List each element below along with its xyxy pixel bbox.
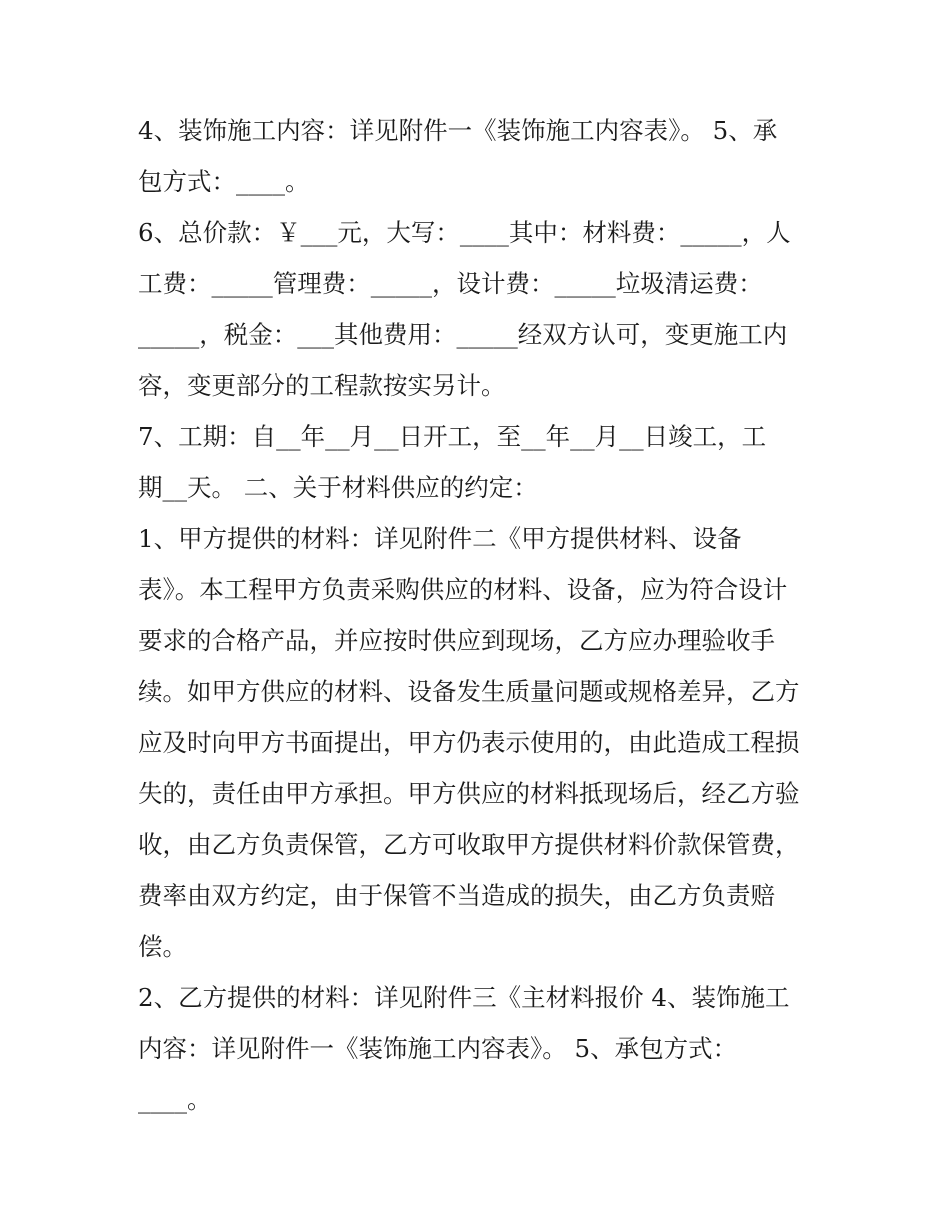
text-line: 失的，责任由甲方承担。甲方供应的材料抵现场后，经乙方验 [138,779,800,808]
text-line: 4、装饰施工内容：详见附件一《装饰施工内容表》。 5、承 [138,116,778,145]
text-line: 7、工期：自__年__月__日开工，至__年__月__日竣工，工 [138,422,767,451]
text-line: 1、甲方提供的材料：详见附件二《甲方提供材料、设备 [138,524,742,553]
text-line: 6、总价款：￥___元，大写：____其中：材料费：_____，人 [138,218,791,247]
text-line: 偿。 [138,932,187,961]
text-line: 收，由乙方负责保管，乙方可收取甲方提供材料价款保管费， [138,830,800,859]
text-line: 工费：_____管理费：_____，设计费：_____垃圾清运费： [138,269,763,298]
text-line: 表》。本工程甲方负责采购供应的材料、设备，应为符合设计 [138,575,788,604]
text-line: ____。 [138,1085,212,1114]
text-line: 内容：详见附件一《装饰施工内容表》。 5、承包方式： [138,1034,738,1063]
text-line: 续。如甲方供应的材料、设备发生质量问题或规格差异，乙方 [138,677,800,706]
text-line: _____，税金：___其他费用：_____经双方认可，变更施工内 [138,320,788,349]
text-line: 费率由双方约定，由于保管不当造成的损失，由乙方负责赔 [138,881,775,910]
text-line: 包方式：____。 [138,167,310,196]
text-line: 应及时向甲方书面提出，甲方仍表示使用的，由此造成工程损 [138,728,800,757]
text-line: 要求的合格产品，并应按时供应到现场，乙方应办理验收手 [138,626,775,655]
text-line: 2、乙方提供的材料：详见附件三《主材料报价 4、装饰施工 [138,983,790,1012]
document-body [138,105,818,1125]
text-line: 容，变更部分的工程款按实另计。 [138,371,506,400]
text-line: 期__天。 二、关于材料供应的约定： [138,473,538,502]
